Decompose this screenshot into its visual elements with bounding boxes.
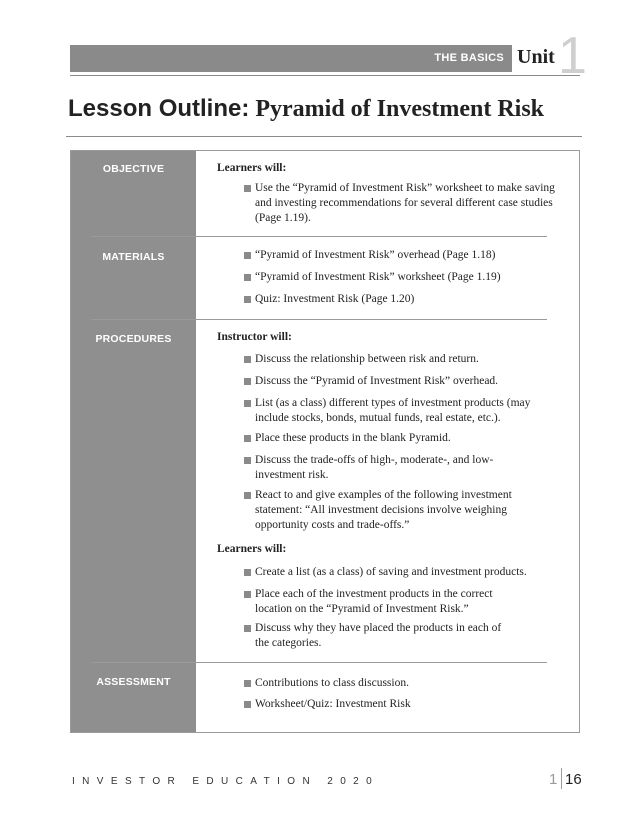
square-bullet-icon <box>244 356 251 363</box>
objective-item: Use the “Pyramid of Investment Risk” worksheet to make saving and investing recommendations for several different case studies (Page 1.19). <box>244 181 555 226</box>
footer-unit-number: 1 <box>549 771 558 788</box>
objective-label: OBJECTIVE <box>102 163 165 175</box>
learner-item: Place each of the investment products in the correct location on the “Pyramid of Investment Risk.” <box>244 587 525 617</box>
square-bullet-icon <box>244 252 251 259</box>
materials-item: Quiz: Investment Risk (Page 1.20) <box>244 292 555 307</box>
procedure-item: Place these products in the blank Pyramid. <box>244 431 555 446</box>
procedure-item: Discuss the relationship between risk and return. <box>244 352 555 367</box>
page-title <box>68 95 544 123</box>
section-label: THE BASICS <box>434 52 504 64</box>
procedure-item: React to and give examples of the following investment statement: “All investment decisions involve weighing opportunity costs and trade-offs.” <box>244 488 545 533</box>
section-divider <box>91 236 547 237</box>
assessment-item: Worksheet/Quiz: Investment Risk <box>244 697 555 712</box>
section-label-column <box>71 151 196 732</box>
learner-item: Create a list (as a class) of saving and investment products. <box>244 565 555 580</box>
procedure-item: List (as a class) different types of investment products (may include stocks, bonds, mutual funds, real estate, etc.). <box>244 396 545 426</box>
square-bullet-icon <box>244 591 251 598</box>
footer-separator <box>561 768 562 789</box>
title-rule <box>66 136 582 137</box>
square-bullet-icon <box>244 569 251 576</box>
assessment-item: Contributions to class discussion. <box>244 676 555 691</box>
assessment-label: ASSESSMENT <box>96 676 171 688</box>
title-prefix: Lesson Outline: <box>68 95 250 122</box>
section-divider <box>91 662 547 663</box>
square-bullet-icon <box>244 701 251 708</box>
square-bullet-icon <box>244 400 251 407</box>
square-bullet-icon <box>244 274 251 281</box>
header-rule <box>70 75 580 76</box>
instructor-lead: Instructor will: <box>217 331 292 343</box>
learner-item: Discuss why they have placed the products in each of the categories. <box>244 621 515 651</box>
publication-footer: INVESTOR EDUCATION 2020 <box>72 776 380 787</box>
header-band <box>70 45 512 72</box>
unit-number: 1 <box>558 27 587 85</box>
square-bullet-icon <box>244 185 251 192</box>
procedure-item: Discuss the trade-offs of high-, moderate-, and low-investment risk. <box>244 453 495 483</box>
unit-label: Unit <box>517 46 555 68</box>
procedures-label: PROCEDURES <box>95 333 172 345</box>
materials-label: MATERIALS <box>102 251 165 263</box>
materials-item: “Pyramid of Investment Risk” worksheet (Page 1.19) <box>244 270 555 285</box>
square-bullet-icon <box>244 492 251 499</box>
section-divider <box>91 319 547 320</box>
title-topic: Pyramid of Investment Risk <box>255 96 545 122</box>
objective-lead: Learners will: <box>217 162 287 174</box>
materials-item: “Pyramid of Investment Risk” overhead (Page 1.18) <box>244 248 555 263</box>
square-bullet-icon <box>244 378 251 385</box>
page-number: 16 <box>565 771 582 788</box>
square-bullet-icon <box>244 680 251 687</box>
square-bullet-icon <box>244 457 251 464</box>
square-bullet-icon <box>244 625 251 632</box>
learners-lead: Learners will: <box>217 543 287 555</box>
square-bullet-icon <box>244 296 251 303</box>
square-bullet-icon <box>244 435 251 442</box>
procedure-item: Discuss the “Pyramid of Investment Risk” overhead. <box>244 374 555 389</box>
